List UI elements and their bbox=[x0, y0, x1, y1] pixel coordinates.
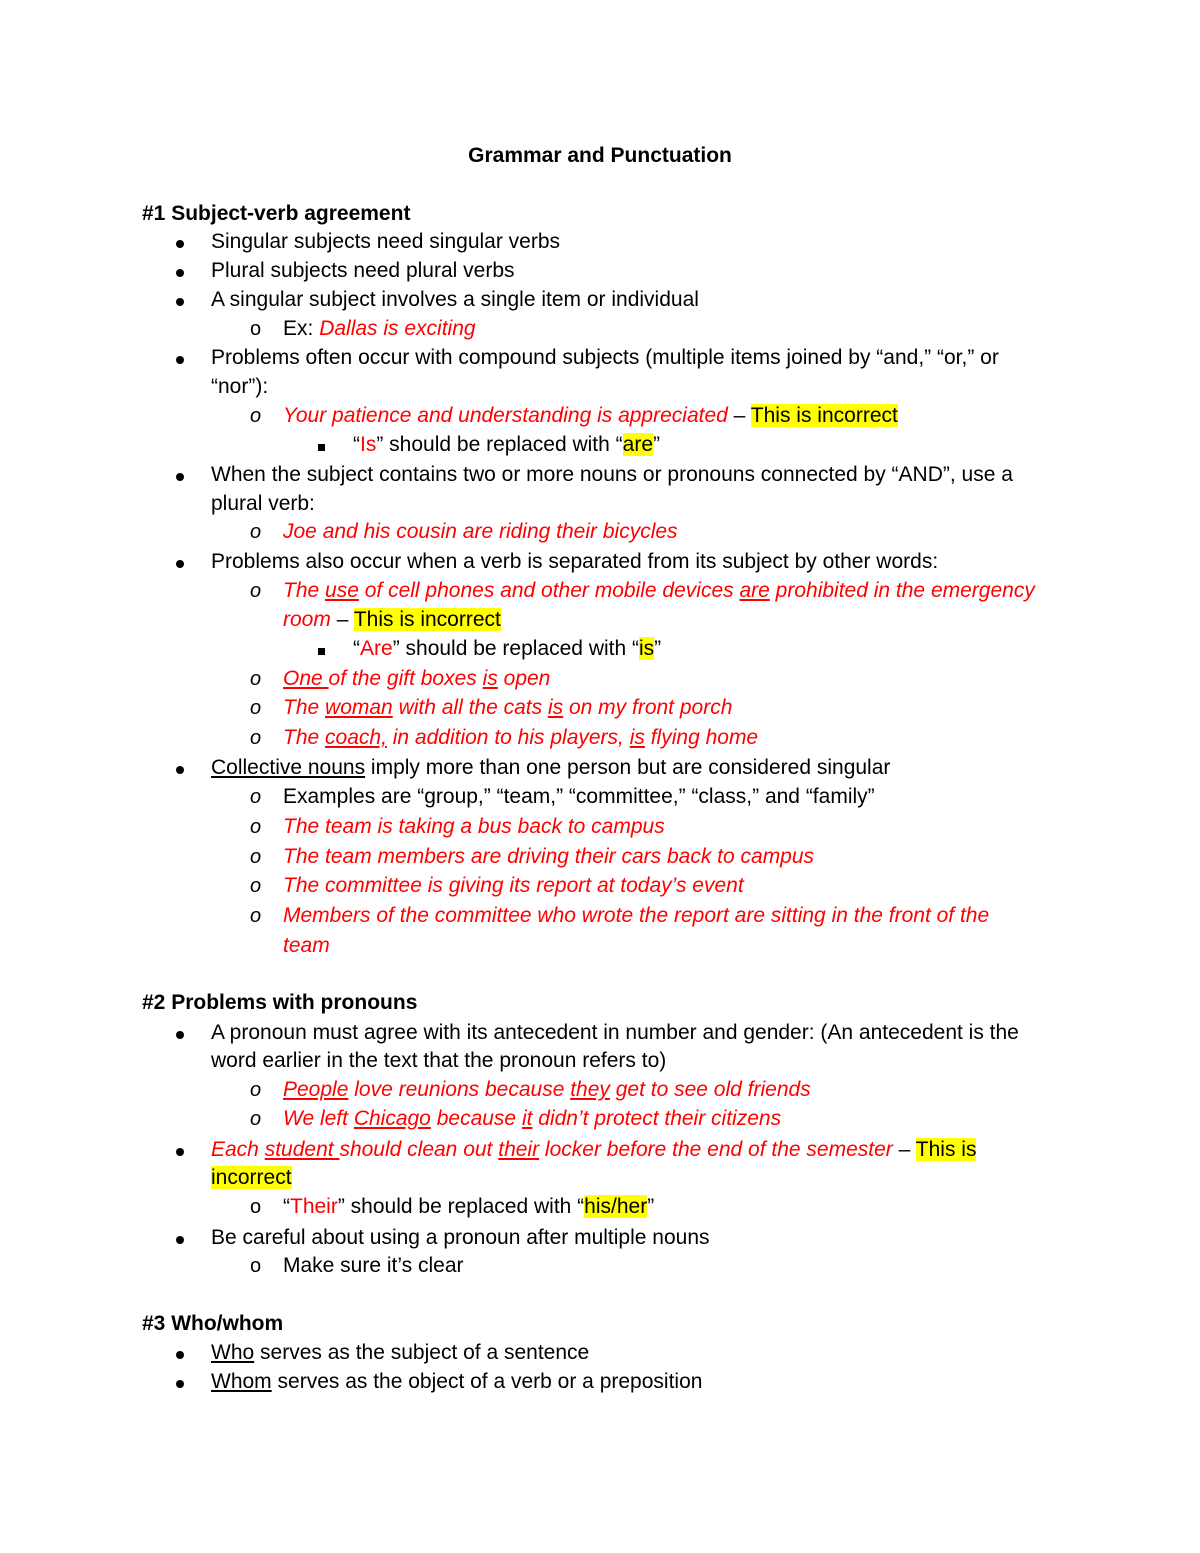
incorrect-label: This is incorrect bbox=[353, 608, 501, 631]
list-item-continued: word earlier in the text that the pronoun refers to) bbox=[211, 1049, 667, 1072]
list-item: Problems often occur with compound subjects (multiple items joined by “and,” “or,” or bbox=[211, 346, 999, 369]
sub-bullet-icon: o bbox=[250, 875, 262, 897]
bullet-icon bbox=[176, 286, 184, 314]
list-item: Be careful about using a pronoun after multiple nouns bbox=[211, 1226, 710, 1249]
incorrect-label: This is bbox=[915, 1138, 977, 1161]
bullet-icon bbox=[176, 548, 184, 576]
bullet-icon bbox=[176, 1368, 184, 1396]
sub-bullet-icon: o bbox=[250, 1255, 262, 1277]
list-item: Joe and his cousin are riding their bicycles bbox=[283, 520, 678, 543]
sub-bullet-icon: o bbox=[250, 905, 262, 927]
sub-bullet-icon: o bbox=[250, 846, 262, 868]
bullet-icon bbox=[176, 461, 184, 489]
list-item: The use of cell phones and other mobile devices are prohibited in the emergency bbox=[283, 579, 1035, 602]
incorrect-label: incorrect bbox=[211, 1166, 292, 1189]
bullet-icon bbox=[176, 344, 184, 372]
list-item: Each student should clean out their locker before the end of the semester – This is bbox=[211, 1138, 977, 1161]
list-item: Your patience and understanding is appreciated – This is incorrect bbox=[283, 404, 898, 427]
square-bullet-icon bbox=[318, 635, 325, 663]
list-item: “Is” should be replaced with “are” bbox=[353, 433, 661, 456]
list-item: Whom serves as the object of a verb or a preposition bbox=[211, 1370, 703, 1393]
sub-bullet-icon: o bbox=[250, 668, 262, 690]
sub-bullet-icon: o bbox=[250, 1196, 262, 1218]
list-item: “Are” should be replaced with “is” bbox=[353, 637, 662, 660]
section-heading-3: #3 Who/whom bbox=[142, 1312, 284, 1335]
section-heading-1: #1 Subject-verb agreement bbox=[142, 202, 411, 225]
list-item: People love reunions because they get to see old friends bbox=[283, 1078, 811, 1101]
square-bullet-icon bbox=[318, 431, 325, 459]
bullet-icon bbox=[176, 1136, 184, 1164]
list-item: A singular subject involves a single item or individual bbox=[211, 288, 699, 311]
sub-bullet-icon: o bbox=[250, 1079, 262, 1101]
list-item: Ex: Dallas is exciting bbox=[283, 317, 476, 340]
bullet-icon bbox=[176, 1224, 184, 1252]
sub-bullet-icon: o bbox=[250, 1108, 262, 1130]
bullet-icon bbox=[176, 754, 184, 782]
incorrect-label: This is incorrect bbox=[750, 404, 898, 427]
bullet-icon bbox=[176, 1339, 184, 1367]
list-item-continued: team bbox=[283, 934, 330, 957]
list-item: The team members are driving their cars back to campus bbox=[283, 845, 815, 868]
list-item: Make sure it’s clear bbox=[283, 1254, 464, 1277]
sub-bullet-icon: o bbox=[250, 816, 262, 838]
sub-bullet-icon: o bbox=[250, 727, 262, 749]
list-item: When the subject contains two or more nouns or pronouns connected by “AND”, use a bbox=[211, 463, 1013, 486]
list-item: Problems also occur when a verb is separated from its subject by other words: bbox=[211, 550, 939, 573]
list-item: One of the gift boxes is open bbox=[283, 667, 551, 690]
section-heading-2: #2 Problems with pronouns bbox=[142, 991, 418, 1014]
list-item: Members of the committee who wrote the report are sitting in the front of the bbox=[283, 904, 990, 927]
list-item: The committee is giving its report at today’s event bbox=[283, 874, 744, 897]
list-item: The team is taking a bus back to campus bbox=[283, 815, 665, 838]
list-item: Plural subjects need plural verbs bbox=[211, 259, 515, 282]
sub-bullet-icon: o bbox=[250, 580, 262, 602]
list-item: Who serves as the subject of a sentence bbox=[211, 1341, 590, 1364]
sub-bullet-icon: o bbox=[250, 318, 262, 340]
sub-bullet-icon: o bbox=[250, 405, 262, 427]
list-item: The woman with all the cats is on my front porch bbox=[283, 696, 733, 719]
sub-bullet-icon: o bbox=[250, 786, 262, 808]
list-item: A pronoun must agree with its antecedent in number and gender: (An antecedent is the bbox=[211, 1021, 1019, 1044]
list-item-continued: “nor”): bbox=[211, 375, 269, 398]
list-item: “Their” should be replaced with “his/her” bbox=[283, 1195, 655, 1218]
list-item-continued: plural verb: bbox=[211, 492, 315, 515]
list-item: Examples are “group,” “team,” “committee,” “class,” and “family” bbox=[283, 785, 875, 808]
list-item: Collective nouns imply more than one person but are considered singular bbox=[211, 756, 891, 779]
bullet-icon bbox=[176, 257, 184, 285]
list-item-continued bbox=[211, 1164, 292, 1192]
sub-bullet-icon: o bbox=[250, 521, 262, 543]
sub-bullet-icon: o bbox=[250, 697, 262, 719]
bullet-icon bbox=[176, 228, 184, 256]
list-item-continued: room – This is incorrect bbox=[283, 608, 501, 631]
list-item: We left Chicago because it didn’t protect their citizens bbox=[283, 1107, 782, 1130]
bullet-icon bbox=[176, 1019, 184, 1047]
list-item: Singular subjects need singular verbs bbox=[211, 230, 561, 253]
list-item: The coach, in addition to his players, is flying home bbox=[283, 726, 759, 749]
page-title: Grammar and Punctuation bbox=[468, 144, 732, 167]
